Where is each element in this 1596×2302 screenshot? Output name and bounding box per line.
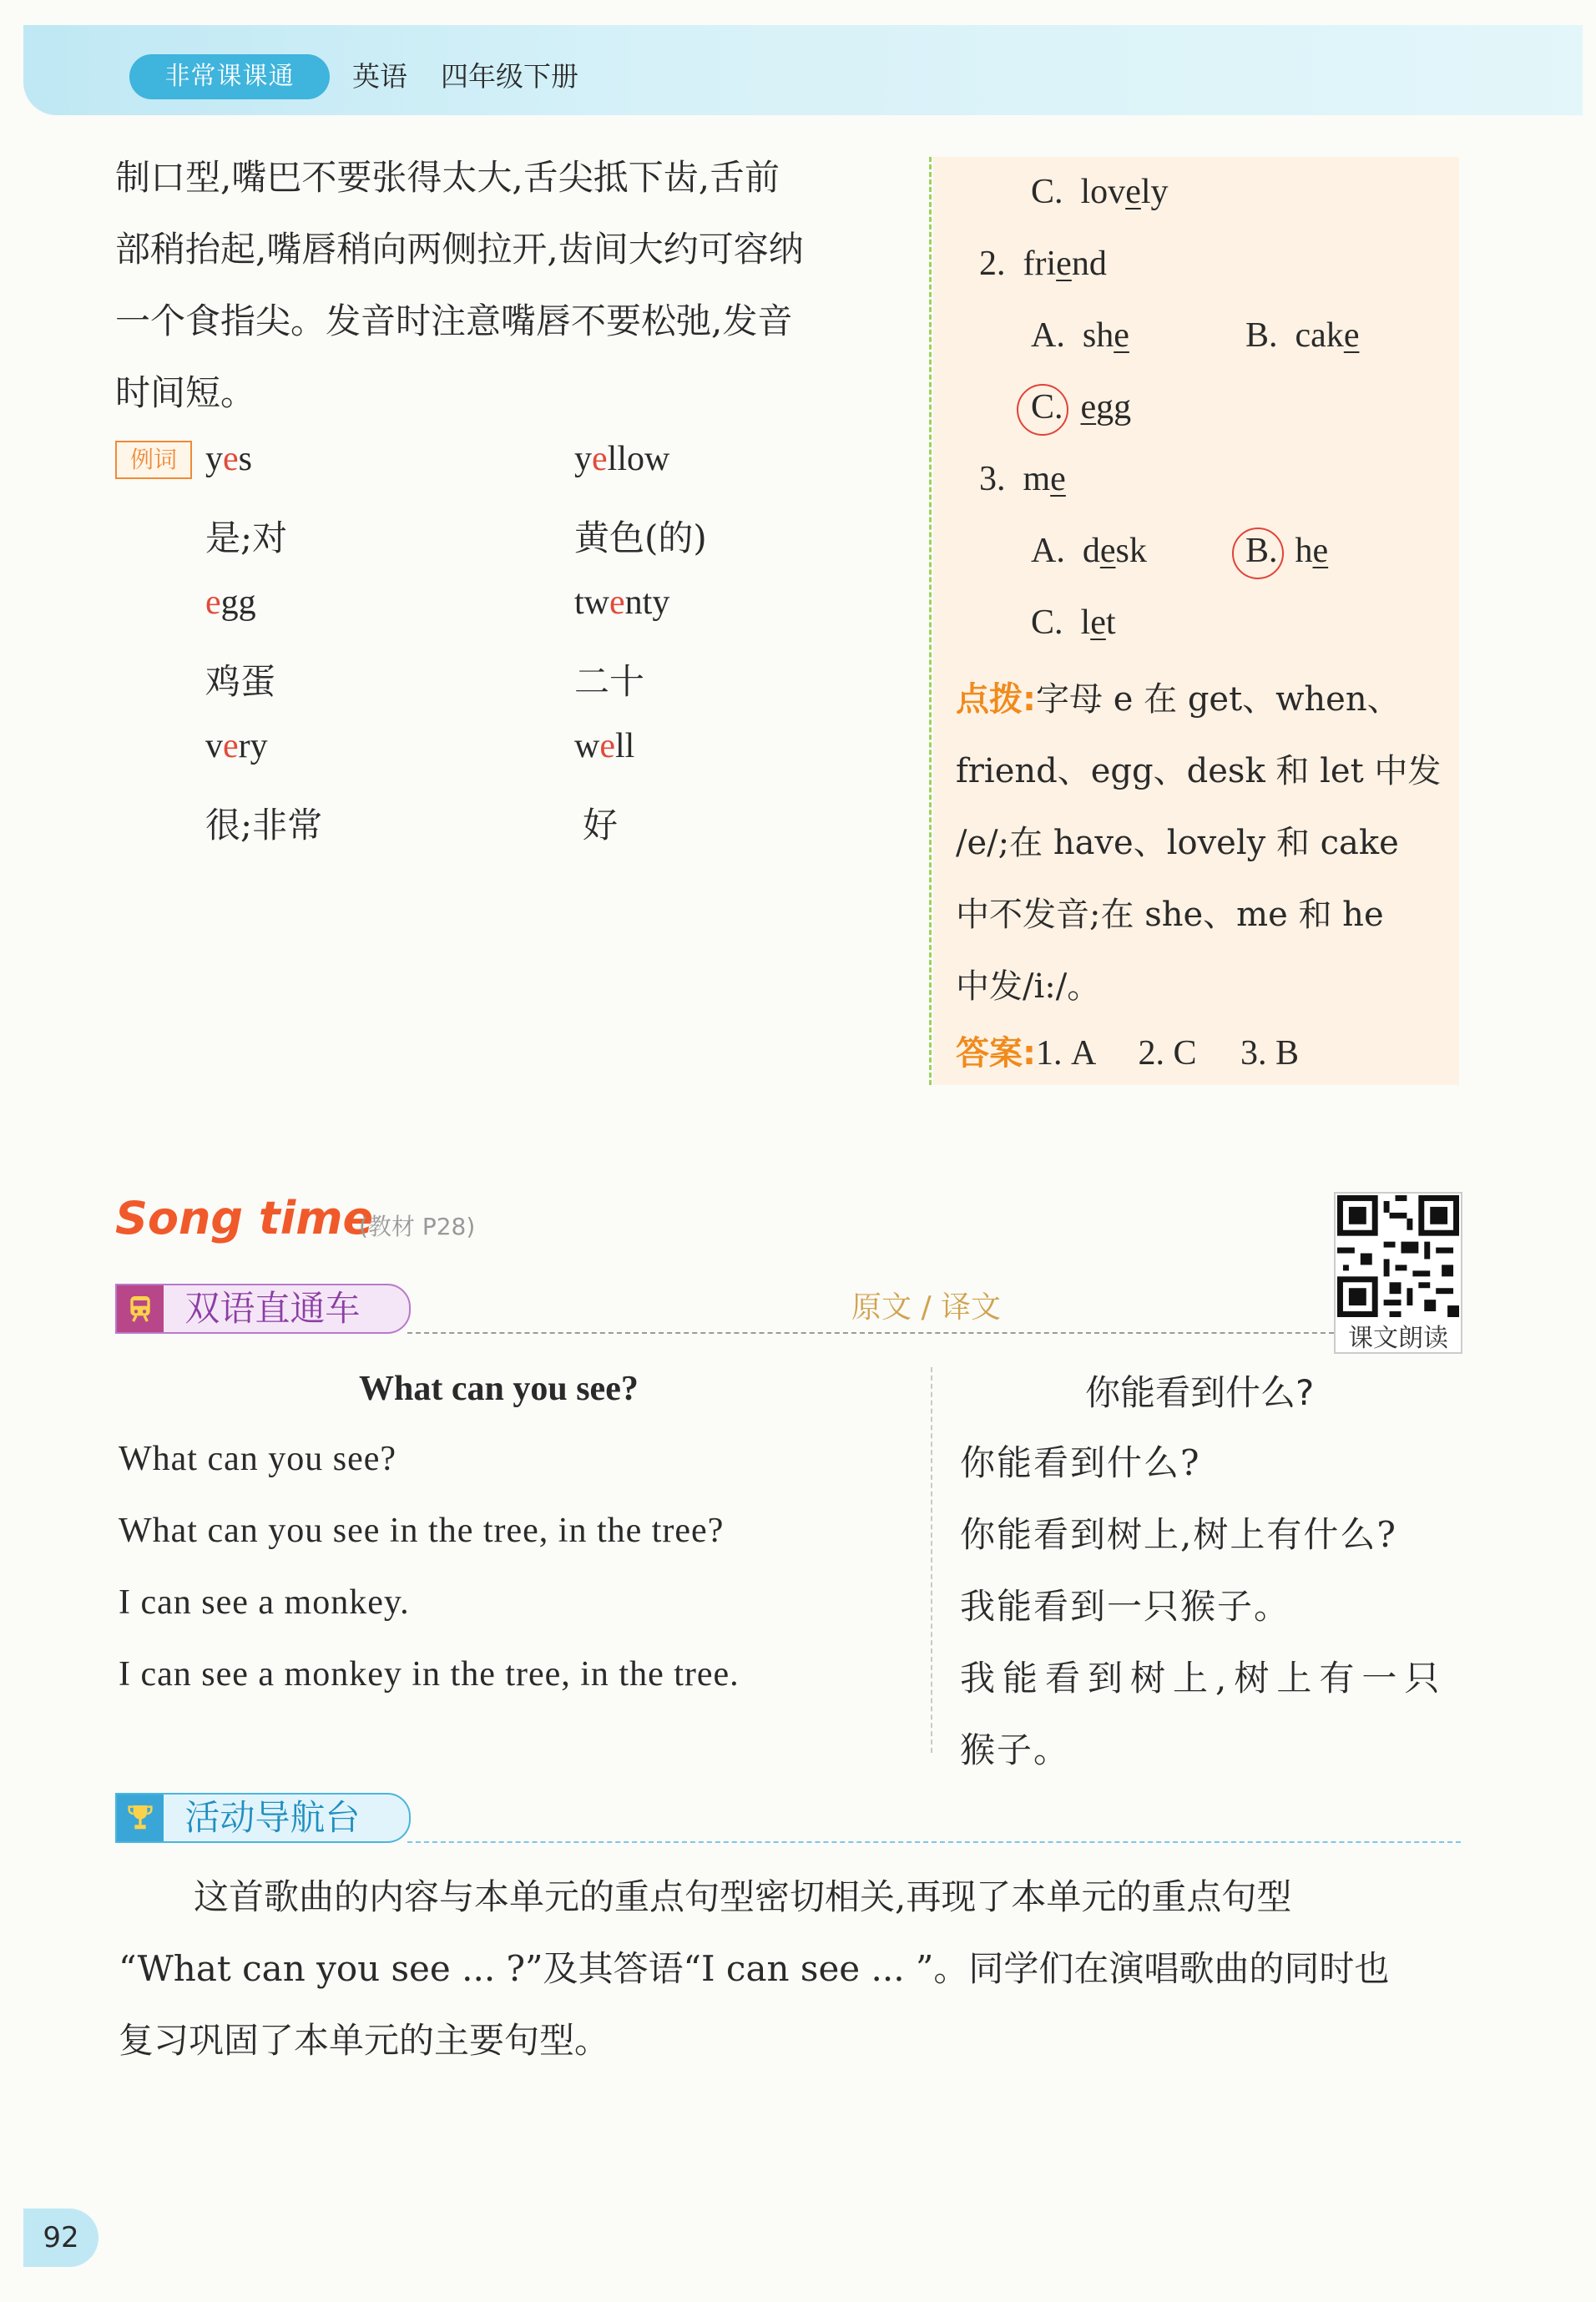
trophy-icon: [117, 1795, 164, 1841]
original-translation-label: 原文 / 译文: [851, 1290, 1002, 1325]
q3-option-a: A. desk: [1031, 532, 1147, 570]
activity-line: 复习巩固了本单元的主要句型。: [119, 2020, 610, 2061]
lyric-translation-line: 我能看到树上,树上有一只: [960, 1658, 1447, 1699]
q3-option-b: B. he: [1245, 532, 1329, 570]
textbook-page-ref: (教材 P28): [359, 1213, 476, 1240]
example-word: yellow: [574, 440, 670, 478]
qr-code-label: 课文朗读: [1348, 1324, 1448, 1353]
song-english-title: What can you see?: [359, 1370, 639, 1408]
example-word-meaning: 很;非常: [205, 805, 323, 846]
example-word: egg: [205, 583, 256, 622]
example-words-tag: 例词: [115, 441, 192, 479]
series-badge: 非常课课通: [129, 54, 330, 99]
song-chinese-title: 你能看到什么?: [1085, 1372, 1315, 1413]
q3-option-c: C. let: [1031, 603, 1116, 642]
q2-option-a: A. she: [1031, 316, 1129, 355]
intro-line: 制口型,嘴巴不要张得太大,舌尖抵下齿,舌前: [115, 157, 780, 198]
activity-line: “What can you see ... ?”及其答语“I can see ... ”。同学们在演唱歌曲的同时也: [119, 1948, 1390, 1989]
q2-option-b: B. cake: [1245, 316, 1360, 355]
train-icon: [117, 1285, 164, 1332]
section-dash-line: [407, 1332, 1334, 1334]
lyric-translation-line: 你能看到树上,树上有什么?: [960, 1514, 1397, 1555]
example-word-meaning: 好: [583, 805, 619, 846]
subject-label: 英语: [352, 60, 407, 93]
example-word-meaning: 黄色(的): [574, 517, 707, 558]
intro-line: 一个食指尖。发音时注意嘴唇不要松弛,发音: [115, 300, 793, 341]
lyrics-divider: [931, 1367, 932, 1753]
answer-panel: [933, 157, 1459, 1085]
example-word: very: [205, 727, 268, 765]
q2-word: 2. friend: [979, 245, 1107, 283]
page-number: 92: [23, 2209, 98, 2267]
answer-label: 答案:: [956, 1034, 1036, 1073]
section-dash-line: [407, 1841, 1461, 1843]
q1-option-c: C. lovely: [1031, 173, 1169, 211]
q3-word: 3. me: [979, 460, 1066, 498]
lyric-translation-line: 你能看到什么?: [960, 1442, 1201, 1483]
example-word: twenty: [574, 583, 670, 622]
lyric-line: What can you see?: [119, 1440, 397, 1478]
lyric-line: I can see a monkey in the tree, in the tree.: [119, 1655, 740, 1694]
grade-label: 四年级下册: [441, 60, 578, 93]
example-word: well: [574, 727, 635, 765]
example-word: yes: [205, 440, 253, 478]
intro-line: 时间短。: [115, 372, 256, 413]
bilingual-section-bar: 双语直通车: [115, 1284, 411, 1334]
tip-line: 点拨:字母 e 在 get、when、: [956, 680, 1401, 719]
q2-option-c: C. egg: [1031, 388, 1132, 427]
lyric-translation-line: 我能看到一只猴子。: [960, 1586, 1291, 1627]
lyric-line: I can see a monkey.: [119, 1583, 410, 1622]
panel-divider: [929, 157, 932, 1085]
tip-line: 中发/i:/。: [956, 967, 1101, 1006]
answer-line: 答案:1. A 2. C 3. B: [956, 1034, 1300, 1073]
example-word-meaning: 鸡蛋: [205, 661, 276, 702]
tip-line: friend、egg、desk 和 let 中发: [956, 752, 1442, 790]
lyric-translation-line: 猴子。: [960, 1729, 1071, 1770]
tip-line: /e/;在 have、lovely 和 cake: [956, 824, 1399, 862]
activity-line: 这首歌曲的内容与本单元的重点句型密切相关,再现了本单元的重点句型: [194, 1876, 1292, 1917]
song-time-title: Song time: [115, 1192, 374, 1244]
tip-line: 中不发音;在 she、me 和 he: [956, 896, 1384, 934]
example-word-meaning: 是;对: [205, 517, 288, 558]
activity-section-bar: 活动导航台: [115, 1793, 411, 1843]
tip-label: 点拨:: [956, 680, 1036, 719]
lyric-line: What can you see in the tree, in the tree?: [119, 1512, 725, 1550]
intro-line: 部稍抬起,嘴唇稍向两侧拉开,齿间大约可容纳: [115, 229, 804, 270]
example-word-meaning: 二十: [574, 661, 645, 702]
